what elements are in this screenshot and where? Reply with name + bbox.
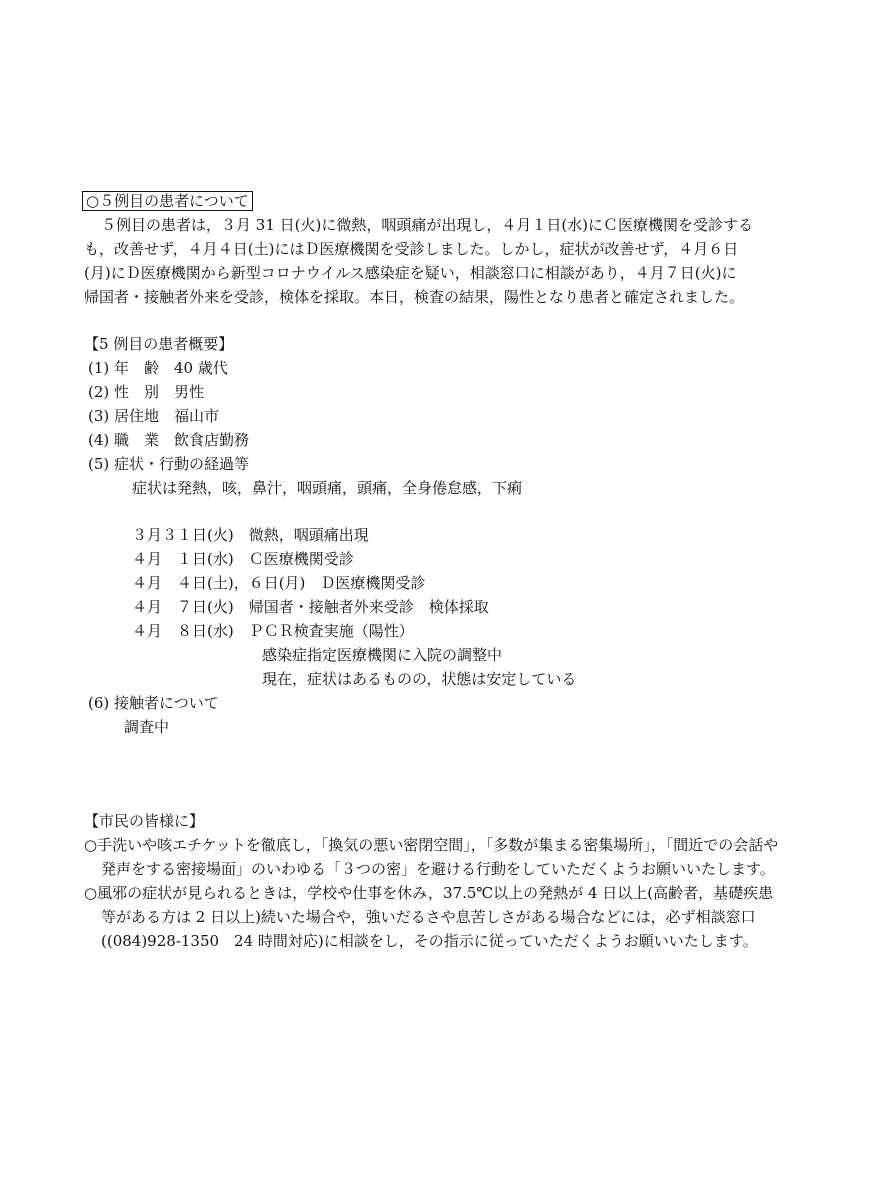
section-title-box: ○５例目の患者について: [82, 191, 253, 211]
section-title: [82, 190, 253, 212]
contacts-status: 調査中: [124, 718, 170, 736]
citizens-line-1: ○手洗いや咳エチケットを徹底し，「換気の悪い密閉空間」，「多数が集まる密集場所」，「間近での会話や: [84, 836, 779, 854]
citizens-heading: 【市民の皆様に】: [84, 812, 205, 830]
intro-line-2: も，改善せず，４月４日(土)にはＤ医療機関を受診しました。しかし，症状が改善せず，４月６日: [84, 240, 739, 258]
overview-heading: 【5 例目の患者概要】: [84, 335, 234, 353]
timeline-entry-2: ４月 １日(水) Ｃ医療機関受診: [132, 550, 354, 568]
citizens-line-2: 発声をする密接場面」のいわゆる「３つの密」を避ける行動をしていただくようお願いいたします。: [101, 860, 775, 878]
citizens-line-5: ((084)928-1350 24 時間対応)に相談をし，その指示に従っていただくようお願いいたします。: [101, 932, 758, 950]
timeline-entry-3: ４月 ４日(土)，６日(月) Ｄ医療機関受診: [132, 574, 426, 592]
timeline-entry-5: ４月 ８日(水) ＰＣＲ検査実施（陽性）: [132, 622, 414, 640]
intro-line-1: ５例目の患者は，３月 31 日(火)に微熱，咽頭痛が出現し，４月１日(水)にＣ医療機関を受診する: [101, 216, 754, 234]
timeline-cont-1: 感染症指定医療機関に入院の調整中: [262, 646, 503, 664]
overview-item-age: (1) 年 齢 40 歳代: [88, 359, 228, 377]
overview-item-sex: (2) 性 別 男性: [88, 383, 205, 401]
overview-item-symptoms-heading: (5) 症状・行動の経過等: [88, 455, 250, 473]
timeline-cont-2: 現在，症状はあるものの，状態は安定している: [262, 670, 577, 688]
intro-line-3: (月)にＤ医療機関から新型コロナウイルス感染症を疑い，相談窓口に相談があり，４月７日(火)に: [84, 264, 737, 282]
symptoms-text: 症状は発熱，咳，鼻汁，咽頭痛，頭痛，全身倦怠感，下痢: [132, 479, 523, 497]
overview-item-occupation: (4) 職 業 飲食店勤務: [88, 431, 250, 449]
intro-line-4: 帰国者・接触者外来を受診，検体を採取。本日，検査の結果，陽性となり患者と確定されました。: [84, 288, 745, 306]
citizens-line-3: ○風邪の症状が見られるときは，学校や仕事を休み，37.5℃以上の発熱が 4 日以上(高齢者，基礎疾患: [84, 884, 774, 902]
timeline-entry-1: ３月３１日(火) 微熱，咽頭痛出現: [132, 526, 369, 544]
citizens-line-4: 等がある方は 2 日以上)続いた場合や，強いだるさや息苦しさがある場合などには，必ず相談窓口: [101, 908, 756, 926]
contacts-heading: (6) 接触者について: [88, 694, 219, 712]
overview-item-residence: (3) 居住地 福山市: [88, 407, 220, 425]
timeline-entry-4: ４月 ７日(火) 帰国者・接触者外来受診 検体採取: [132, 598, 489, 616]
